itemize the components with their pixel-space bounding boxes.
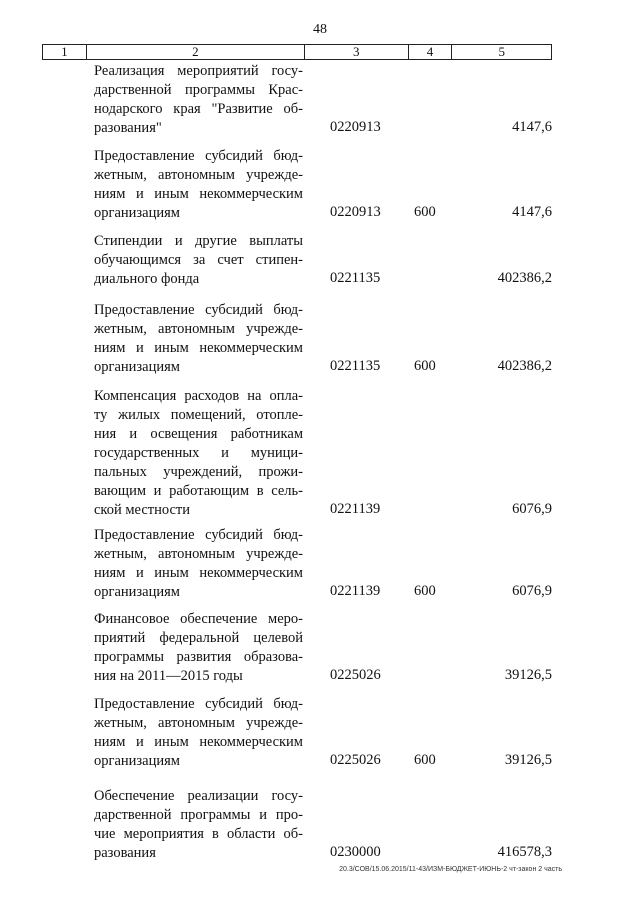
description-line: чие мероприятия в области об- (94, 826, 303, 842)
row-amount: 6076,9 (512, 501, 552, 517)
description-line: жетным, автономным учрежде- (94, 546, 303, 562)
row-amount: 39126,5 (504, 752, 552, 768)
row-description (94, 62, 303, 138)
description-line: разования (94, 845, 156, 861)
row-description (94, 387, 303, 520)
description-line: Реализация мероприятий госу- (94, 63, 303, 79)
column-header-3: 3 (305, 45, 409, 59)
row-code: 0220913 (330, 119, 381, 135)
description-line: дарственной программы и про- (94, 807, 303, 823)
description-line: Обеспечение реализации госу- (94, 788, 303, 804)
description-line: Предоставление субсидий бюд- (94, 696, 303, 712)
description-line: обучающимся за счет стипен- (94, 252, 303, 268)
description-line: разования" (94, 120, 162, 136)
row-code: 0221135 (330, 358, 381, 374)
description-line: программы развития образова- (94, 649, 303, 665)
row-code: 0225026 (330, 752, 381, 768)
row-description (94, 787, 303, 863)
description-line: вающим и работающим в сель- (94, 483, 303, 499)
description-line: нодарского края "Развитие об- (94, 101, 303, 117)
row-description (94, 610, 303, 686)
description-line: приятий федеральной целевой (94, 630, 303, 646)
row-amount: 402386,2 (497, 270, 552, 286)
row-description (94, 526, 303, 602)
row-description (94, 232, 303, 289)
row-description (94, 301, 303, 377)
description-line: организациям (94, 584, 180, 600)
row-amount: 4147,6 (512, 119, 552, 135)
description-line: ниям и иным некоммерческим (94, 186, 303, 202)
description-line: жетным, автономным учрежде- (94, 167, 303, 183)
description-line: ту жилых помещений, отопле- (94, 407, 303, 423)
page-number: 48 (313, 22, 327, 37)
description-line: Финансовое обеспечение меро- (94, 611, 303, 627)
row-expense-type: 600 (414, 752, 436, 768)
description-line: ниям и иным некоммерческим (94, 734, 303, 750)
description-line: организациям (94, 205, 180, 221)
description-line: ниям и иным некоммерческим (94, 340, 303, 356)
row-code: 0221139 (330, 583, 381, 599)
description-line: ской местности (94, 502, 191, 518)
description-line: государственных и муници- (94, 445, 303, 461)
description-line: дарственной программы Крас- (94, 82, 303, 98)
description-line: пальных учреждений, прожи- (94, 464, 303, 480)
column-header-1: 1 (43, 45, 87, 59)
description-line: Предоставление субсидий бюд- (94, 302, 303, 318)
description-line: Стипендии и другие выплаты (94, 233, 303, 249)
row-amount: 6076,9 (512, 583, 552, 599)
description-line: жетным, автономным учрежде- (94, 715, 303, 731)
document-footer: 20.3/СОВ/15.06.2015/11-43/ИЗМ-БЮДЖЕТ-ИЮНЬ-2 чт-закон 2 часть (339, 866, 562, 873)
row-amount: 416578,3 (497, 844, 552, 860)
row-code: 0221135 (330, 270, 381, 286)
row-code: 0220913 (330, 204, 381, 220)
row-amount: 39126,5 (504, 667, 552, 683)
row-amount: 4147,6 (512, 204, 552, 220)
description-line: Предоставление субсидий бюд- (94, 148, 303, 164)
row-description (94, 147, 303, 223)
row-expense-type: 600 (414, 358, 436, 374)
table-header (42, 44, 552, 60)
description-line: Предоставление субсидий бюд- (94, 527, 303, 543)
row-code: 0221139 (330, 501, 381, 517)
row-expense-type: 600 (414, 583, 436, 599)
description-line: ния и освещения работникам (94, 426, 303, 442)
column-header-2: 2 (87, 45, 305, 59)
description-line: ния на 2011—2015 годы (94, 668, 243, 684)
column-header-4: 4 (409, 45, 453, 59)
column-header-5: 5 (498, 44, 505, 59)
description-line: организациям (94, 753, 180, 769)
description-line: организациям (94, 359, 180, 375)
row-code: 0225026 (330, 667, 381, 683)
description-line: Компенсация расходов на опла- (94, 388, 303, 404)
row-code: 0230000 (330, 844, 381, 860)
row-expense-type: 600 (414, 204, 436, 220)
row-description (94, 695, 303, 771)
description-line: жетным, автономным учрежде- (94, 321, 303, 337)
description-line: ниям и иным некоммерческим (94, 565, 303, 581)
row-amount: 402386,2 (497, 358, 552, 374)
description-line: диального фонда (94, 271, 200, 287)
